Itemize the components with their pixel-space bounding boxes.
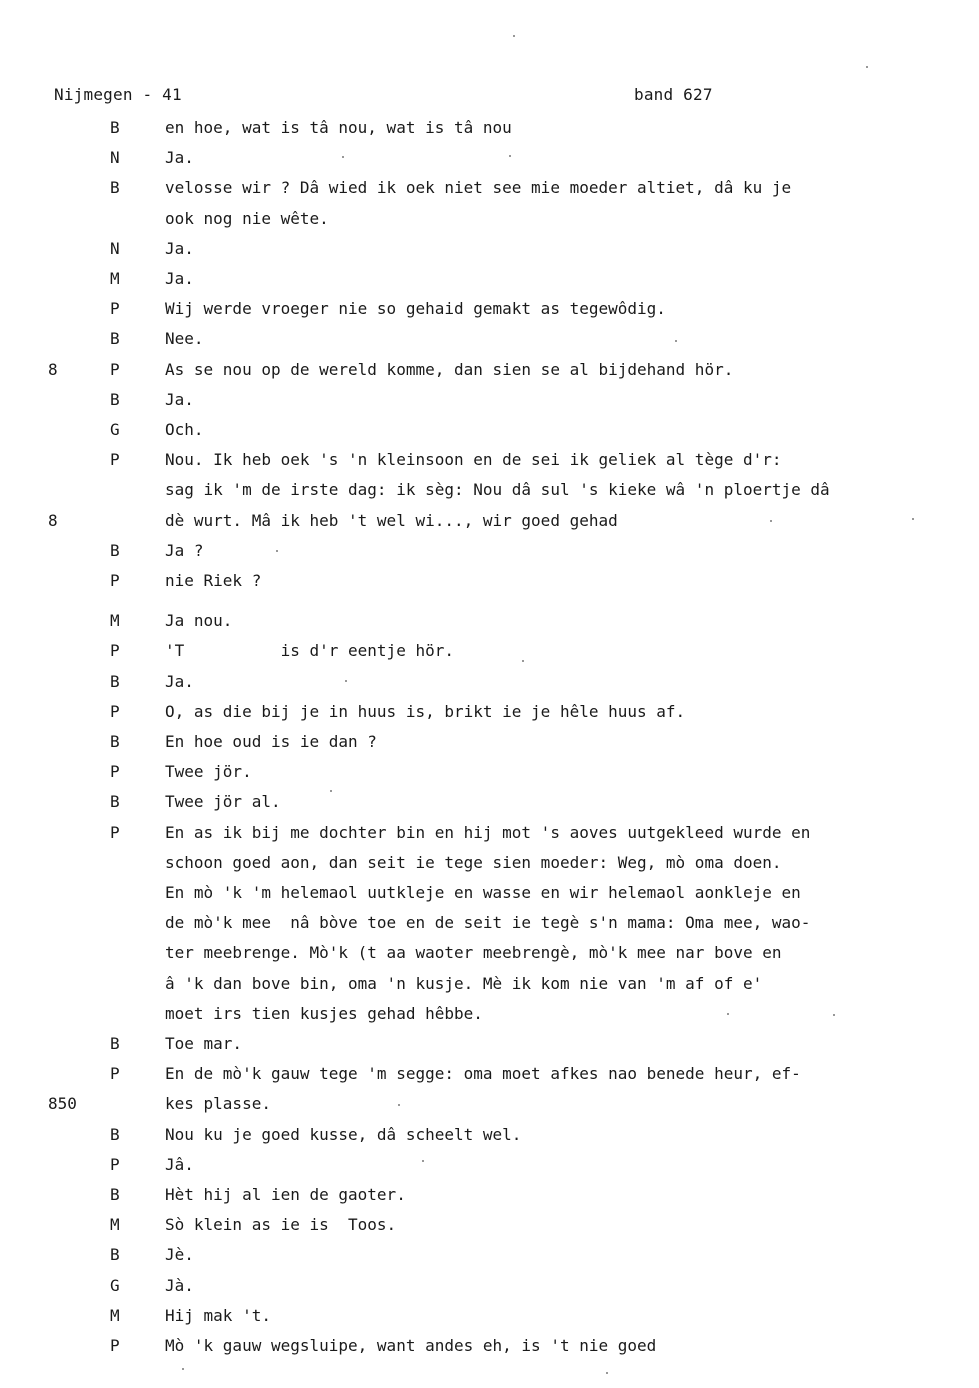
utterance-text: Jâ.: [165, 1154, 194, 1174]
speaker-label: P: [110, 571, 120, 590]
speaker-label: P: [110, 359, 120, 379]
speaker-label: B: [110, 792, 120, 812]
scan-speck: [770, 520, 772, 522]
transcript-line: [0, 234, 979, 264]
speaker-label: P: [110, 641, 120, 661]
scan-speck: [182, 1368, 184, 1370]
utterance-text: En mò 'k 'm helemaol uutkleje en wasse en wir helemaol aonkleje en: [165, 883, 801, 902]
transcript-line: [0, 878, 979, 908]
utterance-text: Sò klein as ie is Toos.: [165, 1215, 397, 1235]
utterance-text: Mò 'k gauw wegsluipe, want andes eh, is 't nie goed: [165, 1336, 657, 1355]
utterance-text: Hij mak 't.: [165, 1305, 271, 1325]
transcript-line: [0, 385, 979, 415]
utterance-text: velosse wir ? Dâ wied ik oek niet see mie moeder altiet, dâ ku je: [165, 178, 792, 198]
utterance-text: ter meebrenge. Mò'k (t aa waoter meebrengè, mò'k mee nar bove en: [165, 943, 782, 963]
transcript-line: [0, 264, 979, 294]
speaker-label: P: [110, 1154, 120, 1174]
transcript-line: [0, 1029, 979, 1059]
transcript-line: [0, 143, 979, 173]
transcript-line: [0, 908, 979, 938]
utterance-text: 'T is d'r eentje hör.: [165, 641, 454, 661]
utterance-text: As se nou op de wereld komme, dan sien se al bijdehand hör.: [165, 359, 734, 379]
transcript-line: [0, 1331, 979, 1361]
transcript-line: [0, 475, 979, 505]
margin-counter: 8: [48, 510, 58, 530]
scan-speck: [398, 1104, 400, 1106]
speaker-label: P: [110, 1064, 120, 1084]
scan-speck: [606, 1372, 608, 1374]
transcript-line: [0, 415, 979, 445]
transcript-line: [0, 113, 979, 143]
utterance-text: Ja.: [165, 389, 194, 409]
speaker-label: B: [110, 389, 120, 409]
speaker-label: B: [110, 118, 120, 137]
transcript-line: [0, 969, 979, 999]
speaker-label: B: [110, 671, 120, 691]
scan-speck: [422, 1160, 424, 1162]
utterance-text: O, as die bij je in huus is, brikt ie je hêle huus af.: [165, 701, 686, 721]
speaker-label: B: [110, 1185, 120, 1204]
scan-speck: [912, 518, 914, 520]
scan-speck: [833, 1014, 835, 1016]
speaker-label: B: [110, 329, 120, 349]
utterance-text: Ja.: [165, 269, 194, 288]
speaker-label: M: [110, 269, 120, 288]
speaker-label: B: [110, 540, 120, 560]
utterance-text: En de mò'k gauw tege 'm segge: oma moet afkes nao benede heur, ef-: [165, 1064, 801, 1084]
utterance-text: moet irs tien kusjes gehad hêbbe.: [165, 1003, 483, 1023]
speaker-label: B: [110, 178, 120, 198]
scan-speck: [675, 340, 677, 342]
transcript-line: [0, 1180, 979, 1210]
speaker-label: P: [110, 762, 120, 782]
utterance-text: Och.: [165, 420, 204, 439]
transcript-line: [0, 1240, 979, 1270]
utterance-text: Hèt hij al ien de gaoter.: [165, 1185, 406, 1204]
utterance-text: Ja nou.: [165, 611, 233, 631]
speaker-label: B: [110, 732, 120, 751]
speaker-label: B: [110, 1124, 120, 1144]
utterance-text: Ja.: [165, 238, 194, 258]
utterance-text: sag ik 'm de irste dag: ik sèg: Nou dâ sul 's kieke wâ 'n ploertje dâ: [165, 480, 830, 500]
scan-speck: [345, 680, 347, 682]
speaker-label: M: [110, 1305, 120, 1325]
utterance-text: schoon goed aon, dan seit ie tege sien moeder: Weg, mò oma doen.: [165, 852, 782, 872]
speaker-label: P: [110, 450, 120, 470]
page-header-tape: band 627: [634, 85, 713, 104]
transcript-line: [0, 757, 979, 787]
utterance-text: â 'k dan bove bin, oma 'n kusje. Mè ik kom nie van 'm af of e': [165, 973, 763, 993]
scan-speck: [522, 660, 524, 662]
utterance-text: Ja ?: [165, 540, 204, 560]
utterance-text: Nou ku je goed kusse, dâ scheelt wel.: [165, 1124, 522, 1144]
transcript-line: [0, 1120, 979, 1150]
speaker-label: N: [110, 148, 120, 168]
transcript-line: [0, 173, 979, 203]
scan-speck: [276, 550, 278, 552]
utterance-text: Jà.: [165, 1275, 194, 1295]
transcript-line: [0, 355, 979, 385]
transcript-line: [0, 938, 979, 968]
transcript-line: [0, 787, 979, 817]
transcript-line: [0, 324, 979, 354]
utterance-text: Nee.: [165, 329, 204, 349]
transcript-line: [0, 1271, 979, 1301]
speaker-label: G: [110, 1275, 120, 1295]
scan-speck: [330, 790, 332, 792]
utterance-text: En hoe oud is ie dan ?: [165, 732, 377, 751]
transcript-line: [0, 294, 979, 324]
margin-counter: 8: [48, 359, 58, 379]
utterance-text: ook nog nie wête.: [165, 208, 329, 228]
transcript-line: [0, 1089, 979, 1119]
utterance-text: Twee jör al.: [165, 792, 281, 812]
utterance-text: Toe mar.: [165, 1034, 243, 1053]
utterance-text: nie Riek ?: [165, 571, 262, 590]
transcript-line: [0, 848, 979, 878]
utterance-text: En as ik bij me dochter bin en hij mot 's aoves uutgekleed wurde en: [165, 822, 811, 842]
transcript-line: [0, 566, 979, 596]
transcript-line: [0, 636, 979, 666]
utterance-text: kes plasse.: [165, 1094, 271, 1114]
utterance-text: Wij werde vroeger nie so gehaid gemakt as tegewôdig.: [165, 299, 666, 319]
margin-counter: 850: [48, 1094, 77, 1114]
speaker-label: M: [110, 1215, 120, 1235]
speaker-label: B: [110, 1034, 120, 1053]
speaker-label: G: [110, 420, 120, 439]
speaker-label: B: [110, 1245, 120, 1265]
transcript-line: [0, 727, 979, 757]
transcript-line: [0, 445, 979, 475]
scan-speck: [509, 155, 511, 157]
speaker-label: M: [110, 611, 120, 631]
speaker-label: P: [110, 822, 120, 842]
transcript-line: [0, 1150, 979, 1180]
transcript-line: [0, 667, 979, 697]
transcript-line: [0, 697, 979, 727]
transcript-line: [0, 1210, 979, 1240]
utterance-text: de mò'k mee nâ bòve toe en de seit ie tegè s'n mama: Oma mee, wao-: [165, 913, 811, 933]
speaker-label: N: [110, 238, 120, 258]
transcript-line: [0, 1059, 979, 1089]
page-header-location: Nijmegen - 41: [54, 85, 182, 104]
speaker-label: P: [110, 299, 120, 319]
utterance-text: dè wurt. Mâ ik heb 't wel wi..., wir goed gehad: [165, 510, 618, 530]
transcript-line: [0, 204, 979, 234]
transcript-line: [0, 506, 979, 536]
transcript-line: [0, 536, 979, 566]
transcript-line: [0, 606, 979, 636]
scan-speck: [513, 35, 515, 37]
speaker-label: P: [110, 1336, 120, 1355]
utterance-text: Twee jör.: [165, 762, 252, 782]
scan-speck: [342, 156, 344, 158]
utterance-text: Jè.: [165, 1245, 194, 1265]
utterance-text: en hoe, wat is tâ nou, wat is tâ nou: [165, 118, 512, 137]
scan-speck: [866, 66, 868, 68]
utterance-text: Ja.: [165, 671, 194, 691]
scan-speck: [727, 1013, 729, 1015]
speaker-label: P: [110, 701, 120, 721]
transcript-line: [0, 1301, 979, 1331]
transcript-line: [0, 818, 979, 848]
utterance-text: Ja.: [165, 148, 194, 168]
utterance-text: Nou. Ik heb oek 's 'n kleinsoon en de sei ik geliek al tège d'r:: [165, 450, 782, 470]
